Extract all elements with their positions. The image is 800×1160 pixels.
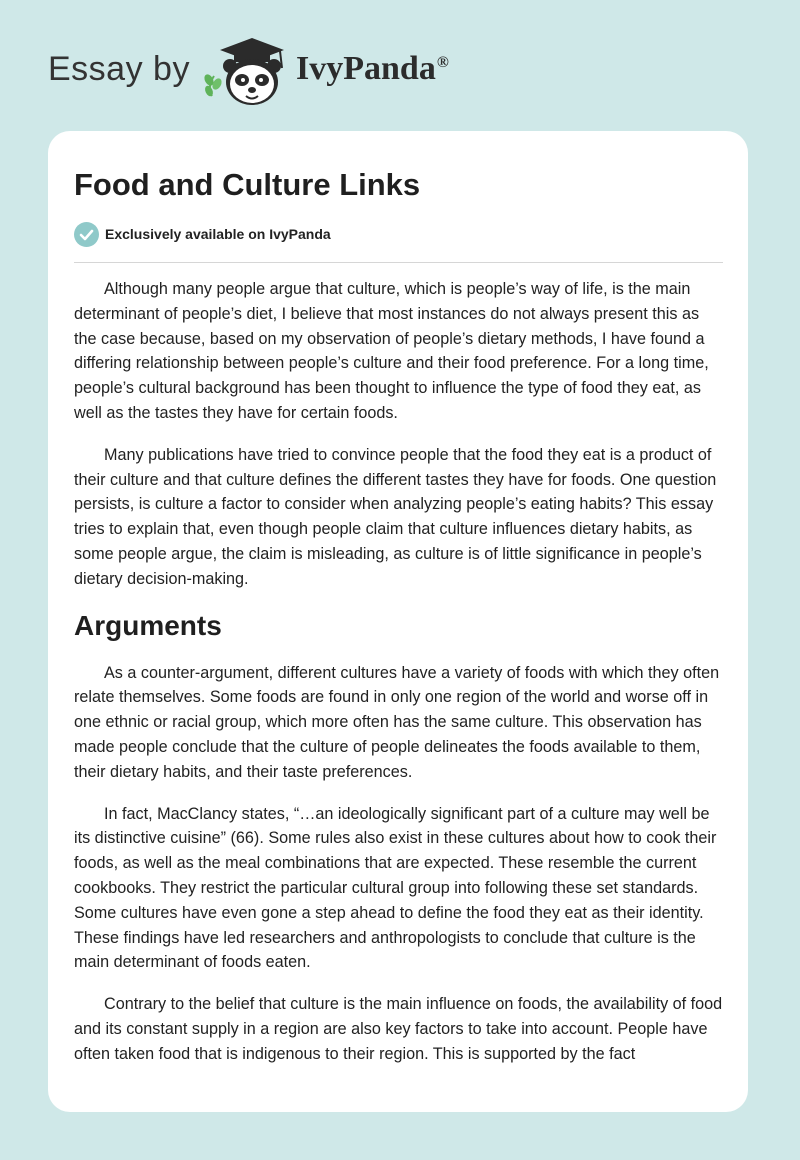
- paragraph: Contrary to the belief that culture is the main influence on foods, the availability of food and its constant supply in a region are also key factors to take into account. People have often taken food that is indigenous to their region. This is supported by the fact: [74, 995, 723, 1063]
- ivypanda-brand[interactable]: [296, 50, 449, 88]
- paragraph: Many publications have tried to convince people that the food they eat is a product of their culture and that culture defines the different tastes they have for foods. One question persists, is culture a factor to consider when analyzing people’s eating habits? This essay tries to explain that, even though people claim that culture influences dietary habits, as some people argue, the claim is misleading, as culture is of little significance in people’s dietary decision-making.: [74, 445, 717, 588]
- brand-text: IvyPanda: [296, 50, 436, 87]
- ivypanda-logo-icon[interactable]: [200, 36, 292, 110]
- registered-mark: ®: [436, 54, 449, 71]
- essay-body: [74, 277, 726, 1084]
- essay-card: [48, 131, 748, 1112]
- page-title: Food and Culture Links: [74, 167, 421, 202]
- paragraph: Although many people argue that culture, which is people’s way of life, is the main determinant of people’s diet, I believe that most instances do not always present this as the case because, based on my observation of people’s dietary methods, I have found a differing relationship between people’s culture and their food preference. For a long time, people’s cultural background has been thought to influence the type of food they eat, as well as the tastes they have for certain foods.: [74, 280, 709, 422]
- exclusive-badge-label: Exclusively available on IvyPanda: [105, 226, 331, 242]
- site-header: [0, 0, 800, 130]
- section-heading: Arguments: [74, 609, 222, 641]
- check-circle-icon: [74, 222, 99, 247]
- paragraph: In fact, MacClancy states, “…an ideologically significant part of a culture may well be its distinctive cuisine” (66). Some rules also exist in these cultures about how to cook their foods, as well as the meal combinations that are expected. These resemble the current cookbooks. They restrict the particular cultural group into following these set standards. Some cultures have even gone a step ahead to define the food they eat as their identity. These findings have led researchers and anthropologists to conclude that culture is the main determinant of foods eaten.: [74, 804, 717, 972]
- divider: [74, 262, 723, 263]
- exclusive-badge: [74, 221, 331, 247]
- essay-by-label: Essay by: [48, 50, 190, 88]
- paragraph: As a counter-argument, different cultures have a variety of foods with which they often relate themselves. Some foods are found in only one region of the world and worse off in one ethnic or racial group, which more often has the same culture. This observation has made people conclude that the culture of people delineates the foods available to them, their dietary habits, and their taste preferences.: [74, 663, 720, 781]
